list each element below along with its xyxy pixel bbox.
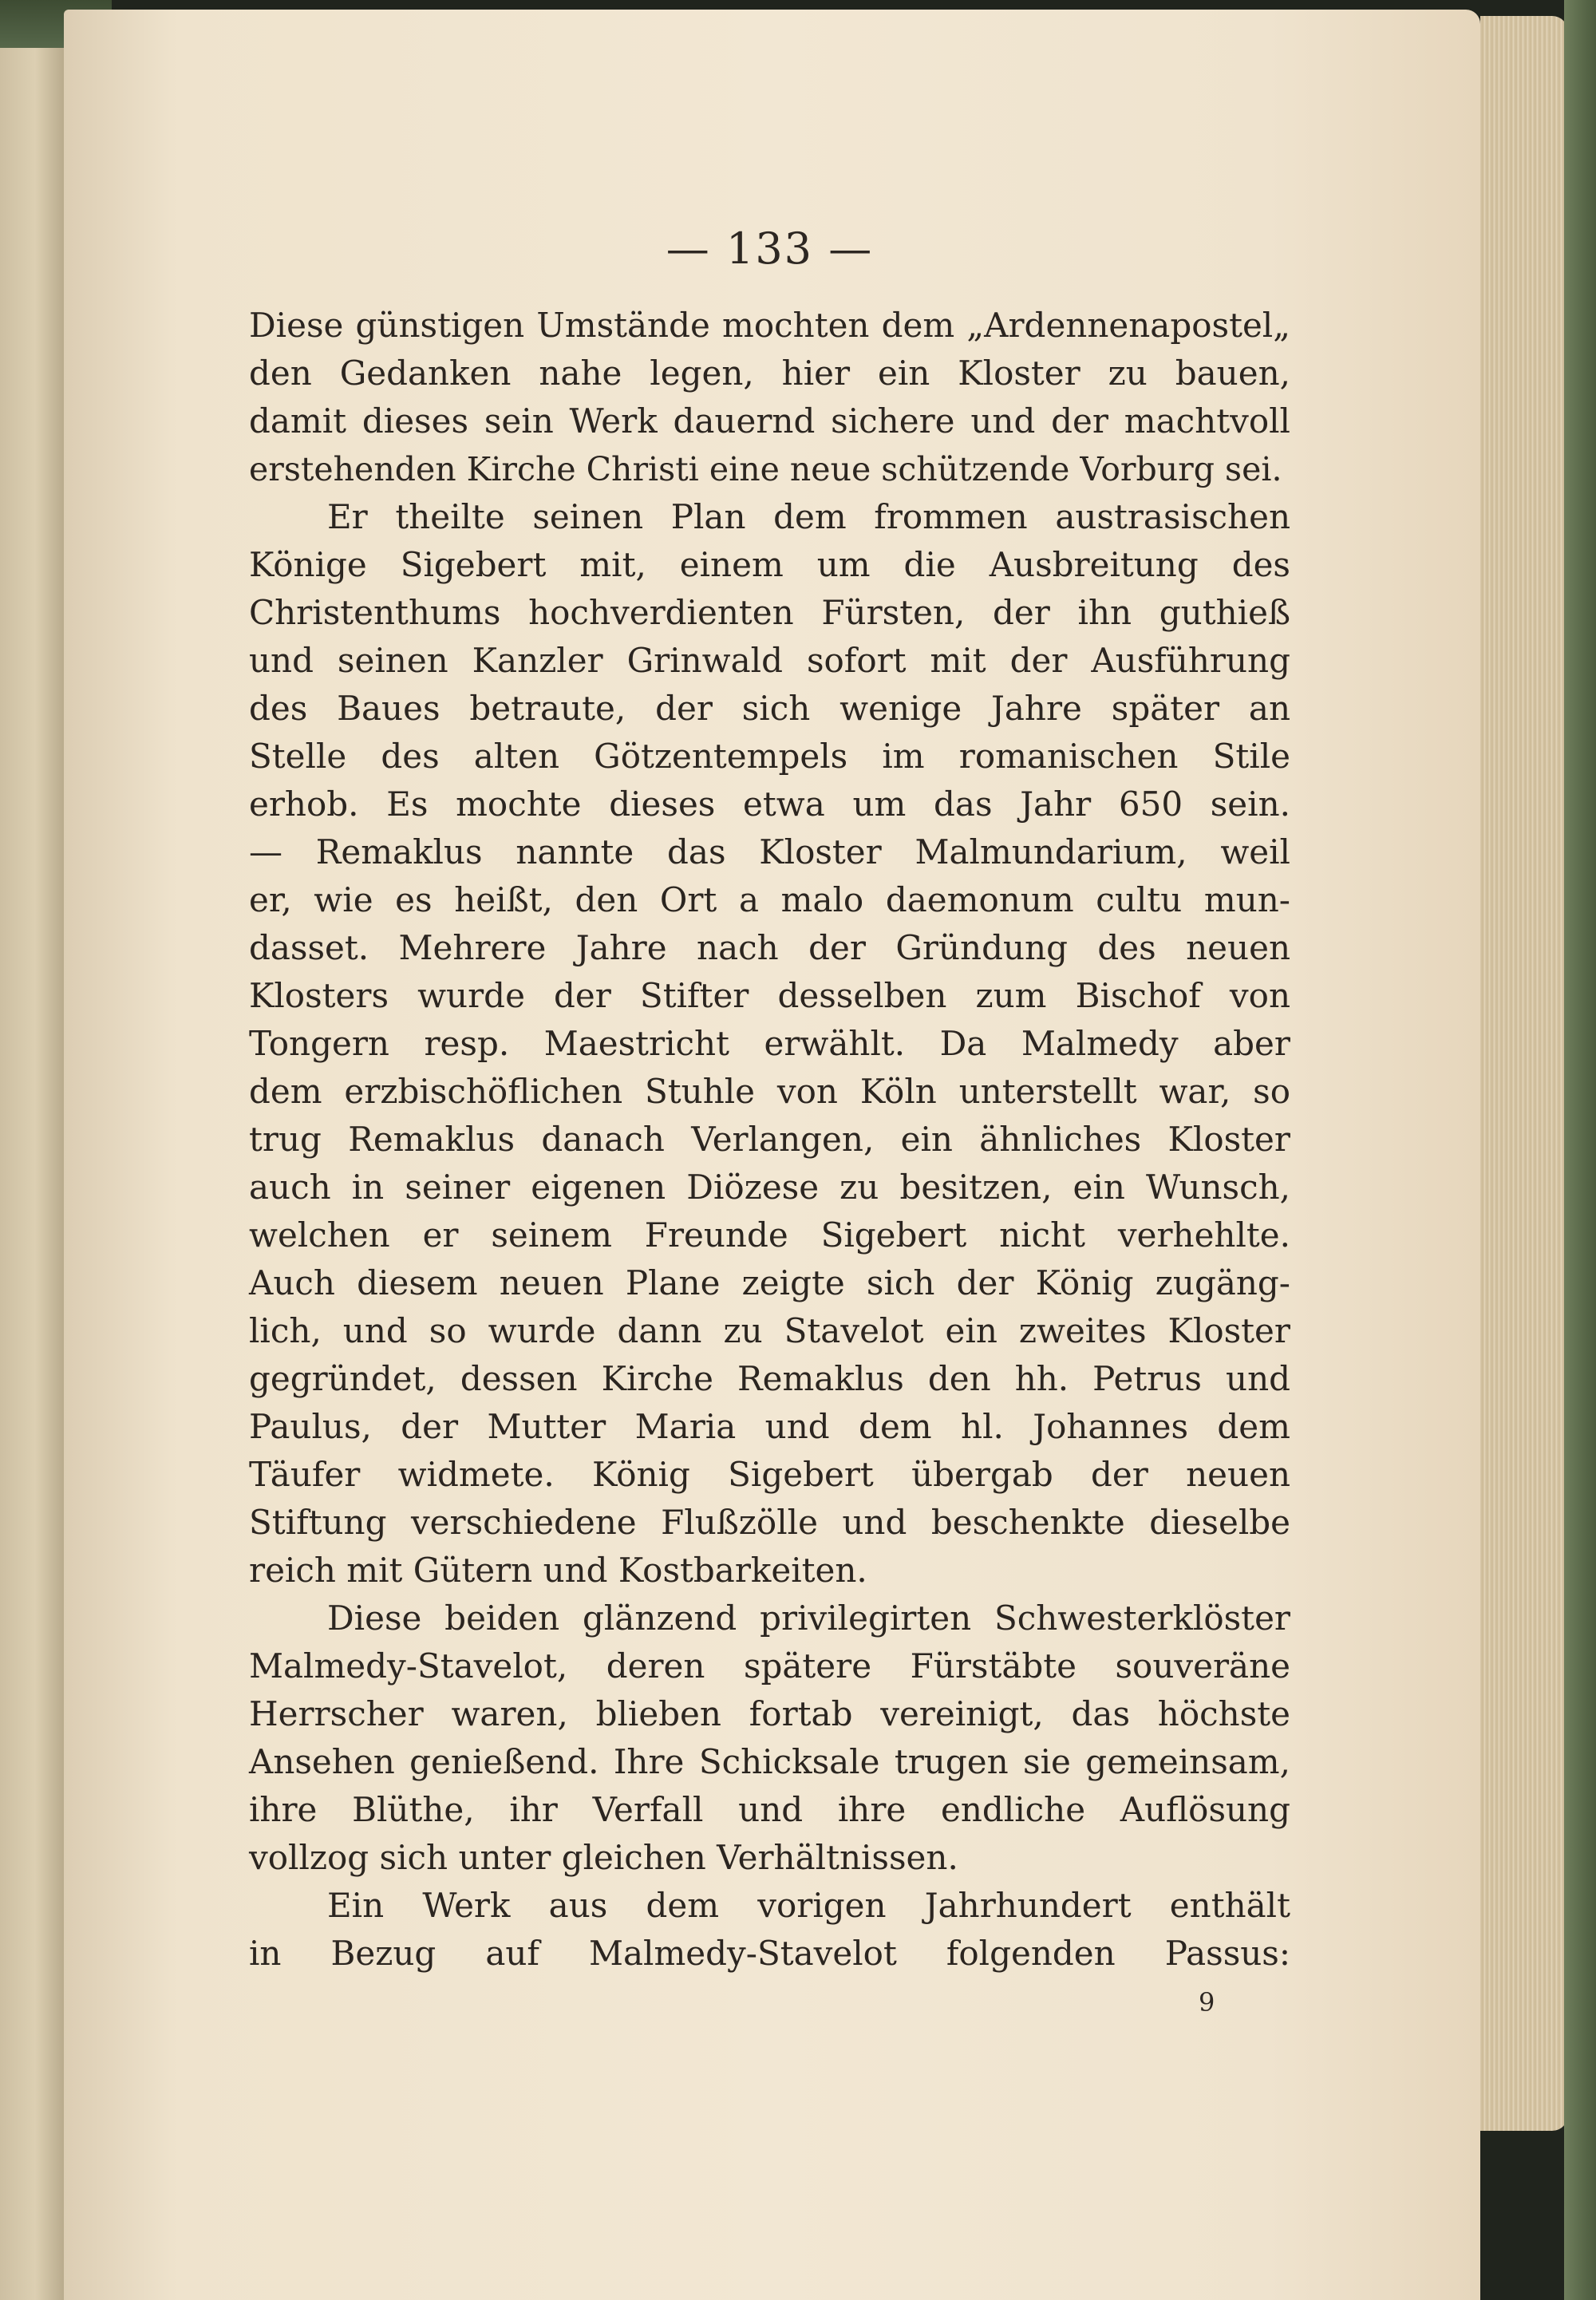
left-page-edge: [0, 8, 64, 2300]
text-line: gegründet, dessen Kirche Remaklus den hh. Petrus und: [249, 1359, 1290, 1398]
text-line: Ein Werk aus dem vorigen Jahrhundert enthält: [327, 1886, 1290, 1925]
text-line: und seinen Kanzler Grinwald sofort mit der Ausführung: [249, 641, 1290, 680]
text-line: auch in seiner eigenen Diözese zu besitzen, ein Wunsch,: [249, 1168, 1290, 1207]
text-line: damit dieses sein Werk dauernd sichere und der machtvoll: [249, 401, 1290, 441]
signature-mark: 9: [1199, 1987, 1215, 2017]
text-line: den Gedanken nahe legen, hier ein Kloster zu bauen,: [249, 354, 1290, 393]
text-line: Herrscher waren, blieben fortab vereinigt, das höchste: [249, 1694, 1290, 1733]
text-line: Stiftung verschiedene Flußzölle und beschenkte dieselbe: [249, 1503, 1290, 1542]
text-line: — Remaklus nannte das Kloster Malmundarium, weil: [249, 832, 1290, 871]
text-line: Klosters wurde der Stifter desselben zum Bischof von: [249, 976, 1290, 1015]
text-line: Ansehen genießend. Ihre Schicksale trugen sie gemeinsam,: [249, 1742, 1290, 1781]
text-line: des Baues betraute, der sich wenige Jahre später an: [249, 689, 1290, 728]
text-line: in Bezug auf Malmedy-Stavelot folgenden Passus:: [249, 1934, 1290, 1973]
book-cover-edge: [1564, 0, 1596, 2300]
page-number-header: — 133 —: [666, 223, 874, 274]
text-line: erstehenden Kirche Christi eine neue schützende Vorburg sei.: [249, 450, 1282, 488]
text-line: Könige Sigebert mit, einem um die Ausbreitung des: [249, 545, 1290, 584]
text-line: Täufer widmete. König Sigebert übergab der neuen: [249, 1455, 1290, 1494]
text-line: trug Remaklus danach Verlangen, ein ähnliches Kloster: [249, 1120, 1290, 1159]
text-line: Christenthums hochverdienten Fürsten, der ihn guthieß: [249, 593, 1290, 632]
text-line: reich mit Gütern und Kostbarkeiten.: [249, 1551, 867, 1590]
text-line: lich, und so wurde dann zu Stavelot ein zweites Kloster: [249, 1311, 1290, 1350]
text-line: er, wie es heißt, den Ort a malo daemonum cultu mun-: [249, 880, 1290, 919]
text-line: erhob. Es mochte dieses etwa um das Jahr 650 sein.: [249, 784, 1290, 824]
text-line: Tongern resp. Maestricht erwählt. Da Malmedy aber: [249, 1024, 1290, 1063]
page-block-edges: [1480, 16, 1568, 2131]
text-line: Diese günstigen Umstände mochten dem „Ardennenapostel„: [249, 306, 1290, 345]
text-line: Stelle des alten Götzentempels im romanischen Stile: [249, 737, 1290, 776]
text-line: Diese beiden glänzend privilegirten Schwesterklöster: [327, 1599, 1290, 1638]
text-line: Paulus, der Mutter Maria und dem hl. Johannes dem: [249, 1407, 1290, 1446]
text-line: Auch diesem neuen Plane zeigte sich der König zugäng-: [249, 1263, 1290, 1302]
text-line: Malmedy-Stavelot, deren spätere Fürstäbte souveräne: [249, 1646, 1290, 1685]
text-line: dem erzbischöflichen Stuhle von Köln unterstellt war, so: [249, 1072, 1290, 1111]
text-line: welchen er seinem Freunde Sigebert nicht verhehlte.: [249, 1215, 1290, 1255]
book-page: [64, 10, 1480, 2300]
text-line: Er theilte seinen Plan dem frommen austrasischen: [327, 497, 1290, 536]
text-line: ihre Blüthe, ihr Verfall und ihre endliche Auflösung: [249, 1790, 1290, 1829]
text-line: dasset. Mehrere Jahre nach der Gründung des neuen: [249, 928, 1290, 967]
text-line: vollzog sich unter gleichen Verhältnissen.: [249, 1838, 958, 1877]
